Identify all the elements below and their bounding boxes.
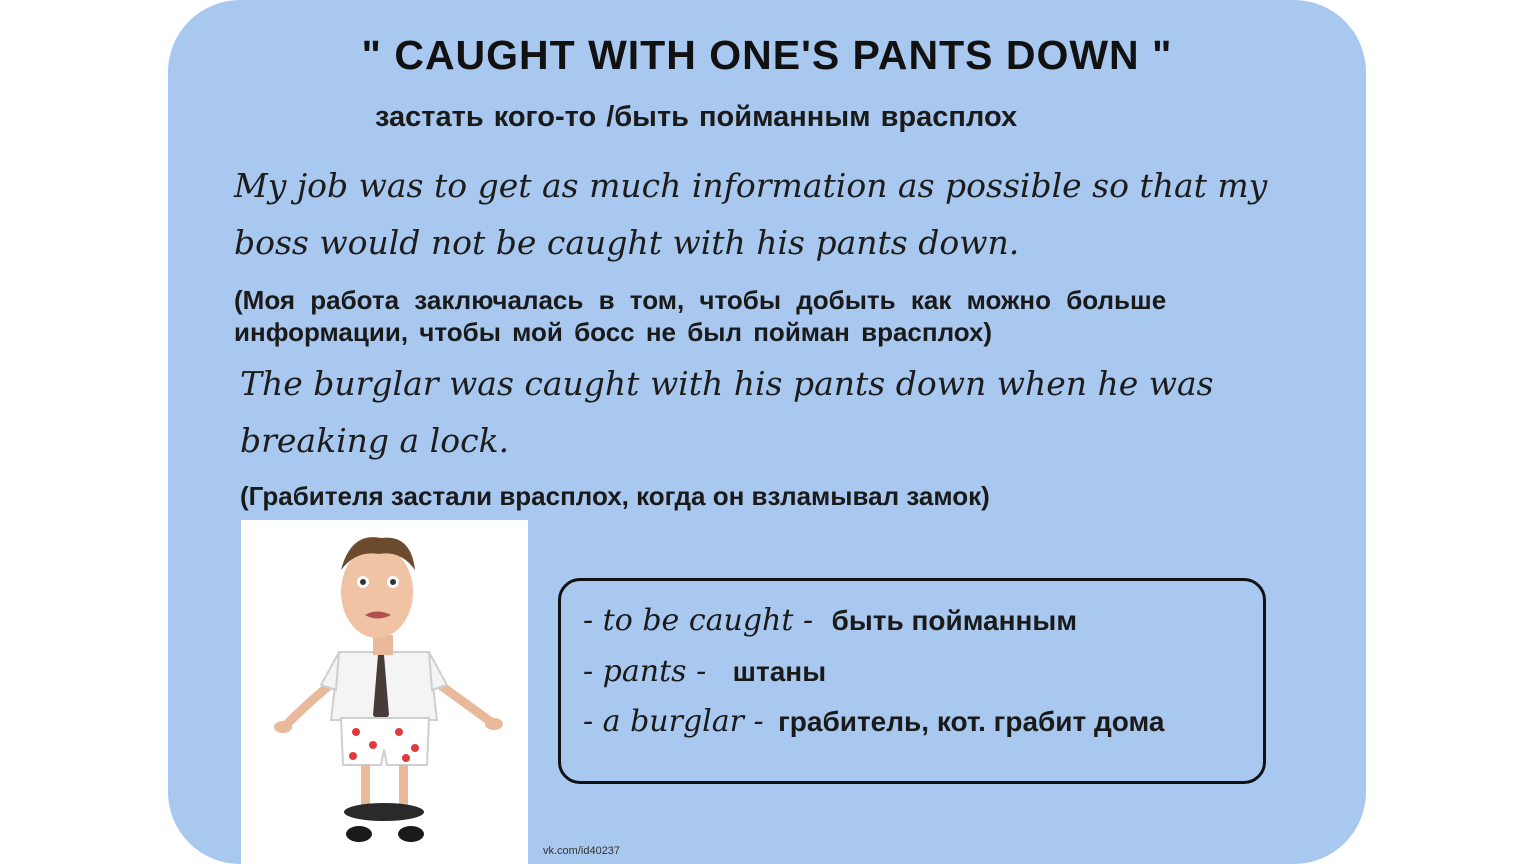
- vocab-item: [583, 603, 1077, 638]
- vocab-term: - a burglar -: [583, 704, 764, 739]
- example2-translation: (Грабителя застали врасплох, когда он взламывал замок): [240, 481, 990, 511]
- vocab-item: [583, 704, 1164, 739]
- idiom-title: " CAUGHT WITH ONE'S PANTS DOWN ": [361, 32, 1173, 78]
- example1-line2: boss would not be caught with his pants down.: [234, 223, 1020, 262]
- man-pants-down-illustration: [241, 520, 528, 864]
- vocab-translation: штаны: [732, 656, 827, 687]
- vocab-term: - to be caught -: [583, 603, 814, 638]
- vocabulary-box: [558, 578, 1266, 784]
- source-credit: vk.com/id40237: [543, 845, 621, 857]
- vocab-translation: грабитель, кот. грабит дома: [778, 706, 1165, 737]
- vocab-item: [583, 654, 826, 689]
- idiom-translation: застать кого-то /быть пойманным врасплох: [375, 101, 1018, 133]
- example1-translation-line1: (Моя работа заключалась в том, чтобы добыть как можно больше: [234, 285, 1167, 315]
- vocab-translation: быть пойманным: [831, 605, 1078, 636]
- example2-line2: breaking a lock.: [240, 421, 510, 460]
- example2-line1: The burglar was caught with his pants down when he was: [240, 364, 1214, 403]
- example1-translation-line2: информации, чтобы мой босс не был пойман врасплох): [234, 317, 993, 347]
- example1-line1: My job was to get as much information as possible so that my: [234, 166, 1268, 205]
- vocab-term: - pants -: [583, 654, 707, 689]
